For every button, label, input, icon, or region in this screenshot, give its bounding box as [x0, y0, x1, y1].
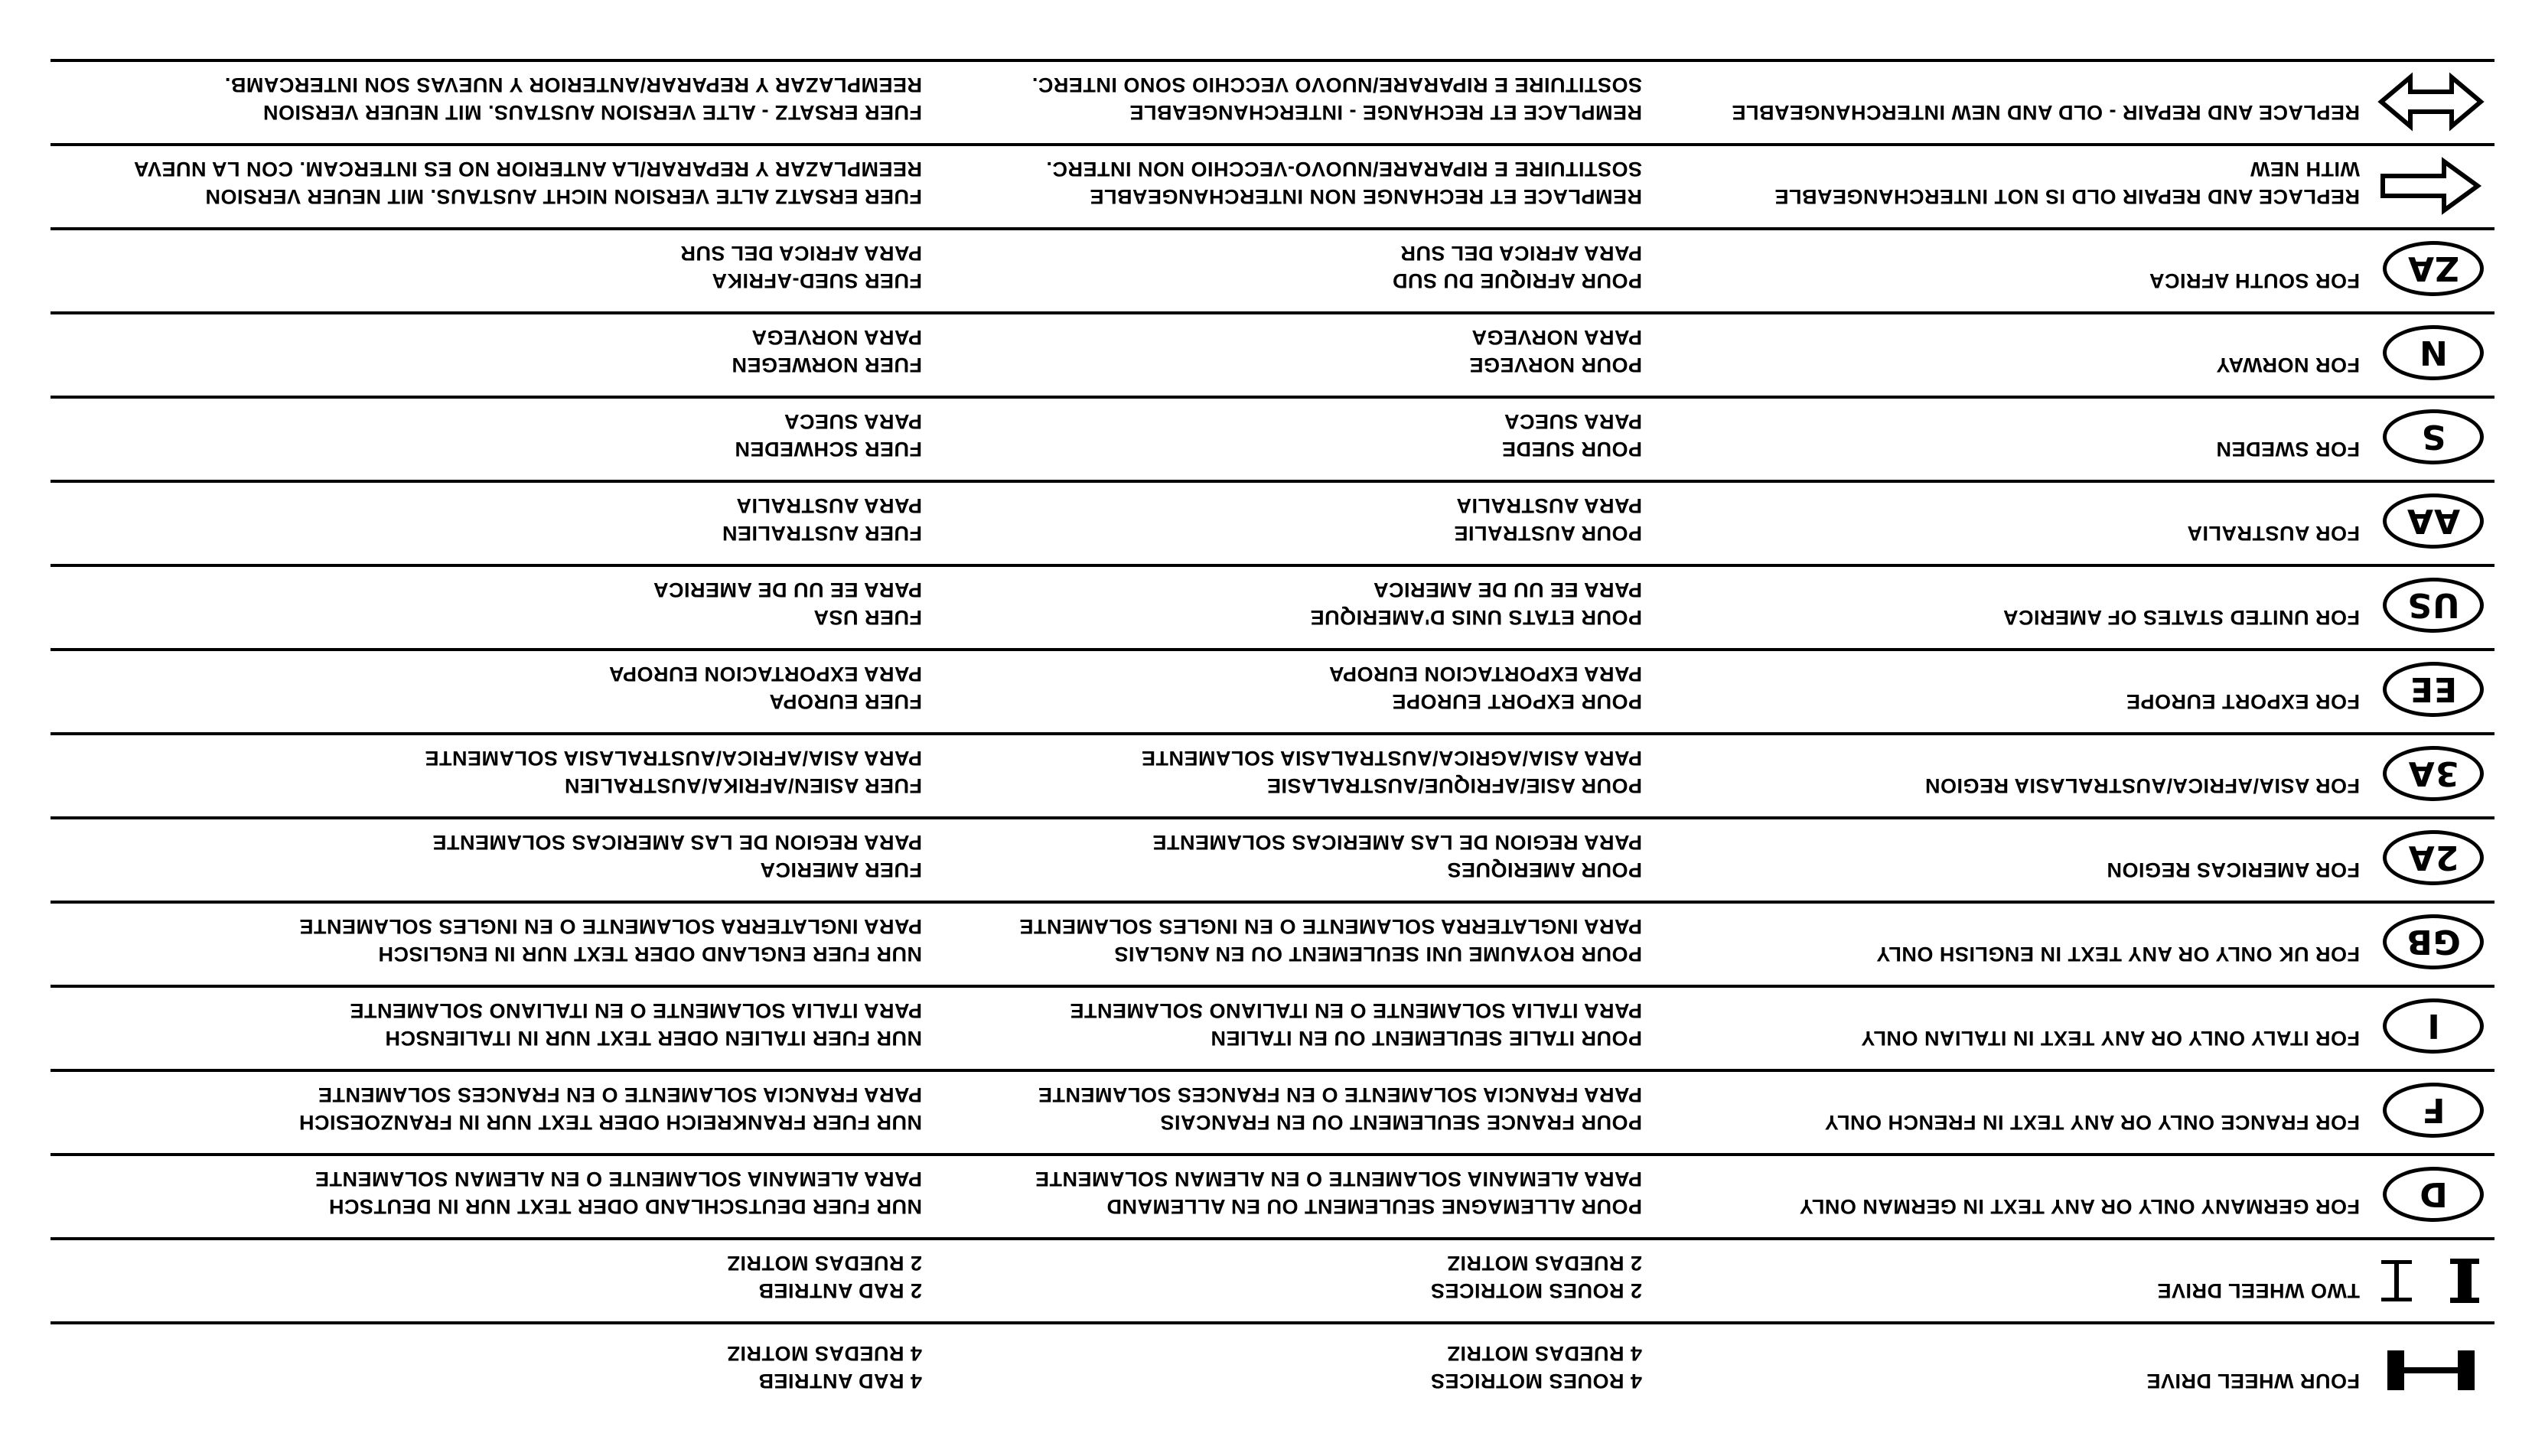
- badge-us-icon: US: [2383, 578, 2484, 633]
- german-spanish-text: FUER EUROPA PARA EXPORTACION EUROPA: [608, 663, 922, 713]
- french-italian-text: POUR ALLEMAGNE SEULEMENT OU EN ALLEMAND PARA ALEMANIA SOLAMENTE O EN ALEMAN SOLAMENTE: [1035, 1168, 1642, 1218]
- english-text: FOR SWEDEN: [2215, 438, 2360, 461]
- french-italian-text: POUR AFRIQUE DU SUD PARA AFRICA DEL SUR: [1392, 242, 1642, 292]
- german-spanish-text: FUER ASIEN/AFRIKA/AUSTRALIEN PARA ASIA/AFRICA/AUSTRALASIA SOLAMENTE: [425, 747, 922, 797]
- french-italian-text: POUR SUEDE PARA SUECA: [1501, 410, 1642, 461]
- table-row: [51, 985, 2494, 1069]
- badge-gb-icon: GB: [2383, 914, 2484, 969]
- badge-i-icon: I: [2383, 998, 2484, 1054]
- english-text: FOR GERMANY ONLY OR ANY TEXT IN GERMAN ONLY: [1799, 1195, 2360, 1218]
- french-italian-text: REMPLACE ET RECHANGE NON INTERCHANGEABLE SOSTITUIRE E RIPARARE/NUOVO-VECCHIO NON INTERC.: [1045, 158, 1642, 208]
- english-text: FOR ASIA/AFRICA/AUSTRALASIA REGION: [1924, 774, 2360, 797]
- german-spanish-text: NUR FUER DEUTSCHLAND ODER TEXT NUR IN DEUTSCH PARA ALEMANIA SOLAMENTE O EN ALEMAN SOLAMENTE: [314, 1168, 922, 1218]
- german-spanish-text: NUR FUER FRANKREICH ODER TEXT NUR IN FRANZOESICH PARA FRANCIA SOLAMENTE O EN FRANCES SOLAMENTE: [298, 1083, 922, 1134]
- english-text: FOR UNITED STATES OF AMERICA: [2002, 606, 2360, 629]
- arrow-both-icon: [2374, 71, 2488, 132]
- market-code-badge: [2374, 239, 2488, 301]
- market-code-badge: [2374, 913, 2488, 974]
- market-code-badge: [2374, 408, 2488, 469]
- german-spanish-text: FUER NORWEGEN PARA NORVEGA: [731, 326, 922, 376]
- table-row: [51, 564, 2494, 648]
- german-spanish-text: FUER SCHWEDEN PARA SUECA: [734, 410, 922, 461]
- german-spanish-text: FUER AUSTRALIEN PARA AUSTRALIA: [722, 494, 922, 545]
- french-italian-text: POUR ASIE/AFRIQUE/AUSTRALASIE PARA ASIA/AGRICA/AUSTRALASIA SOLAMENTE: [1141, 747, 1642, 797]
- table-row: [51, 1237, 2494, 1321]
- table-row: [51, 1321, 2494, 1412]
- english-text: FOR SOUTH AFRICA: [2149, 269, 2360, 292]
- french-italian-text: POUR AMERIQUES PARA REGION DE LAS AMERICAS SOLAMENTE: [1152, 831, 1642, 881]
- german-spanish-text: FUER ERSATZ ALTE VERSION NICHT AUSTAUS. MIT NEUER VERSION REEMPLAZAR Y REPARAR/LA ANTERIOR NO ES INTERCAM. CON LA NUEVA: [133, 158, 922, 208]
- two-wheel-drive-icon: [2374, 1249, 2488, 1311]
- english-text: REPLACE AND REPAIR - OLD AND NEW INTERCHANGEABLE: [1731, 101, 2360, 124]
- badge-3a-icon: 3A: [2383, 746, 2484, 801]
- four-wheel-drive-icon: [2374, 1340, 2488, 1401]
- table-row: [51, 143, 2494, 227]
- french-italian-text: POUR ETATS UNIS D'AMERIQUE PARA EE UU DE AMERICA: [1310, 578, 1642, 629]
- market-code-badge: [2374, 744, 2488, 806]
- english-text: FOR FRANCE ONLY OR ANY TEXT IN FRENCH ONLY: [1824, 1111, 2360, 1134]
- market-code-badge: [2374, 576, 2488, 637]
- table-row: [51, 396, 2494, 480]
- german-spanish-text: NUR FUER ITALIEN ODER TEXT NUR IN ITALIENSCH PARA ITALIA SOLAMENTE O EN ITALIANO SOLAMENTE: [350, 999, 922, 1050]
- french-italian-text: POUR EXPORT EUROPE PARA EXPORTACION EUROPA: [1328, 663, 1642, 713]
- badge-aa-icon: AA: [2383, 493, 2484, 549]
- french-italian-text: POUR ROYAUME UNI SEULEMENT OU EN ANGLAIS PARA INGLATERRA SOLAMENTE O EN INGLES SOLAMENTE: [1018, 915, 1642, 966]
- market-code-badge: [2374, 829, 2488, 890]
- table-row: [51, 1069, 2494, 1153]
- table-row: [51, 480, 2494, 564]
- english-text: FOR NORWAY: [2215, 353, 2360, 376]
- market-code-badge: [2374, 1081, 2488, 1142]
- german-spanish-text: FUER SUED-AFRIKA PARA AFRICA DEL SUR: [679, 242, 922, 292]
- arrow-left-icon: [2374, 155, 2488, 217]
- market-code-badge: [2374, 492, 2488, 553]
- english-text: FOR UK ONLY OR ANY TEXT IN ENGLISH ONLY: [1875, 943, 2360, 966]
- market-code-badge: [2374, 660, 2488, 721]
- table-row: [51, 59, 2494, 143]
- french-italian-text: POUR FRANCE SEULEMENT OU EN FRANCAIS PARA FRANCIA SOLAMENTE O EN FRANCES SOLAMENTE: [1038, 1083, 1642, 1134]
- badge-f-icon: F: [2383, 1083, 2484, 1138]
- table-row: [51, 816, 2494, 901]
- market-code-badge: [2374, 1165, 2488, 1226]
- german-spanish-text: FUER USA PARA EE UU DE AMERICA: [653, 578, 922, 629]
- german-spanish-text: FUER ERSATZ - ALTE VERSION AUSTAUS. MIT NEUER VERSION REEMPLAZAR Y REPARAR/ANTERIOR Y NUEVAS SON INTERCAMB.: [224, 73, 922, 124]
- french-italian-text: POUR AUSTRALIE PARA AUSTRALIA: [1453, 494, 1642, 545]
- french-italian-text: REMPLACE ET RECHANGE - INTERCHANGEABLE SOSTITUIRE E RIPARARE/NUOVO VECCHIO SONO INTERC.: [1031, 73, 1642, 124]
- badge-n-icon: N: [2383, 325, 2484, 380]
- german-spanish-text: NUR FUER ENGLAND ODER TEXT NUR IN ENGLISCH PARA INGLATERRA SOLAMENTE O EN INGLES SOLAMENTE: [298, 915, 922, 966]
- english-text: FOR AUSTRALIA: [2187, 522, 2360, 545]
- badge-za-icon: ZA: [2383, 241, 2484, 296]
- badge-ee-icon: EE: [2383, 662, 2484, 717]
- table-row: [51, 311, 2494, 396]
- market-code-badge: [2374, 997, 2488, 1058]
- market-code-badge: [2374, 324, 2488, 385]
- german-spanish-text: 2 RAD ANTRIEB 2 RUEDAS MOTRIZ: [726, 1252, 922, 1302]
- table-row: [51, 648, 2494, 732]
- table-row: [51, 901, 2494, 985]
- english-text: REPLACE AND REPAIR OLD IS NOT INTERCHANGEABLE WITH NEW: [1774, 158, 2360, 208]
- french-italian-text: POUR NORVEGE PARA NORVEGA: [1468, 326, 1642, 376]
- symbol-legend-table: [51, 59, 2494, 1412]
- french-italian-text: 2 ROUES MOTRICES 2 RUEDAS MOTRIZ: [1430, 1252, 1642, 1302]
- table-row: [51, 227, 2494, 311]
- english-text: FOR AMERICAS REGION: [2106, 858, 2360, 881]
- german-spanish-text: 4 RAD ANTRIEB 4 RUEDAS MOTRIZ: [726, 1342, 922, 1392]
- french-italian-text: POUR ITALIE SEULEMENT OU EN ITALIEN PARA ITALIA SOLAMENTE O EN ITALIANO SOLAMENTE: [1070, 999, 1642, 1050]
- table-row: [51, 1153, 2494, 1237]
- badge-s-icon: S: [2383, 409, 2484, 464]
- table-row: [51, 732, 2494, 816]
- german-spanish-text: FUER AMERICA PARA REGION DE LAS AMERICAS SOLAMENTE: [432, 831, 922, 881]
- badge-d-icon: D: [2383, 1167, 2484, 1222]
- english-text: TWO WHEEL DRIVE: [2156, 1279, 2360, 1302]
- english-text: FOR EXPORT EUROPE: [2126, 690, 2360, 713]
- french-italian-text: 4 ROUES MOTRICES 4 RUEDAS MOTRIZ: [1430, 1342, 1642, 1392]
- english-text: FOUR WHEEL DRIVE: [2146, 1370, 2360, 1392]
- english-text: FOR ITALY ONLY OR ANY TEXT IN ITALIAN ONLY: [1860, 1027, 2360, 1050]
- badge-2a-icon: 2A: [2383, 830, 2484, 885]
